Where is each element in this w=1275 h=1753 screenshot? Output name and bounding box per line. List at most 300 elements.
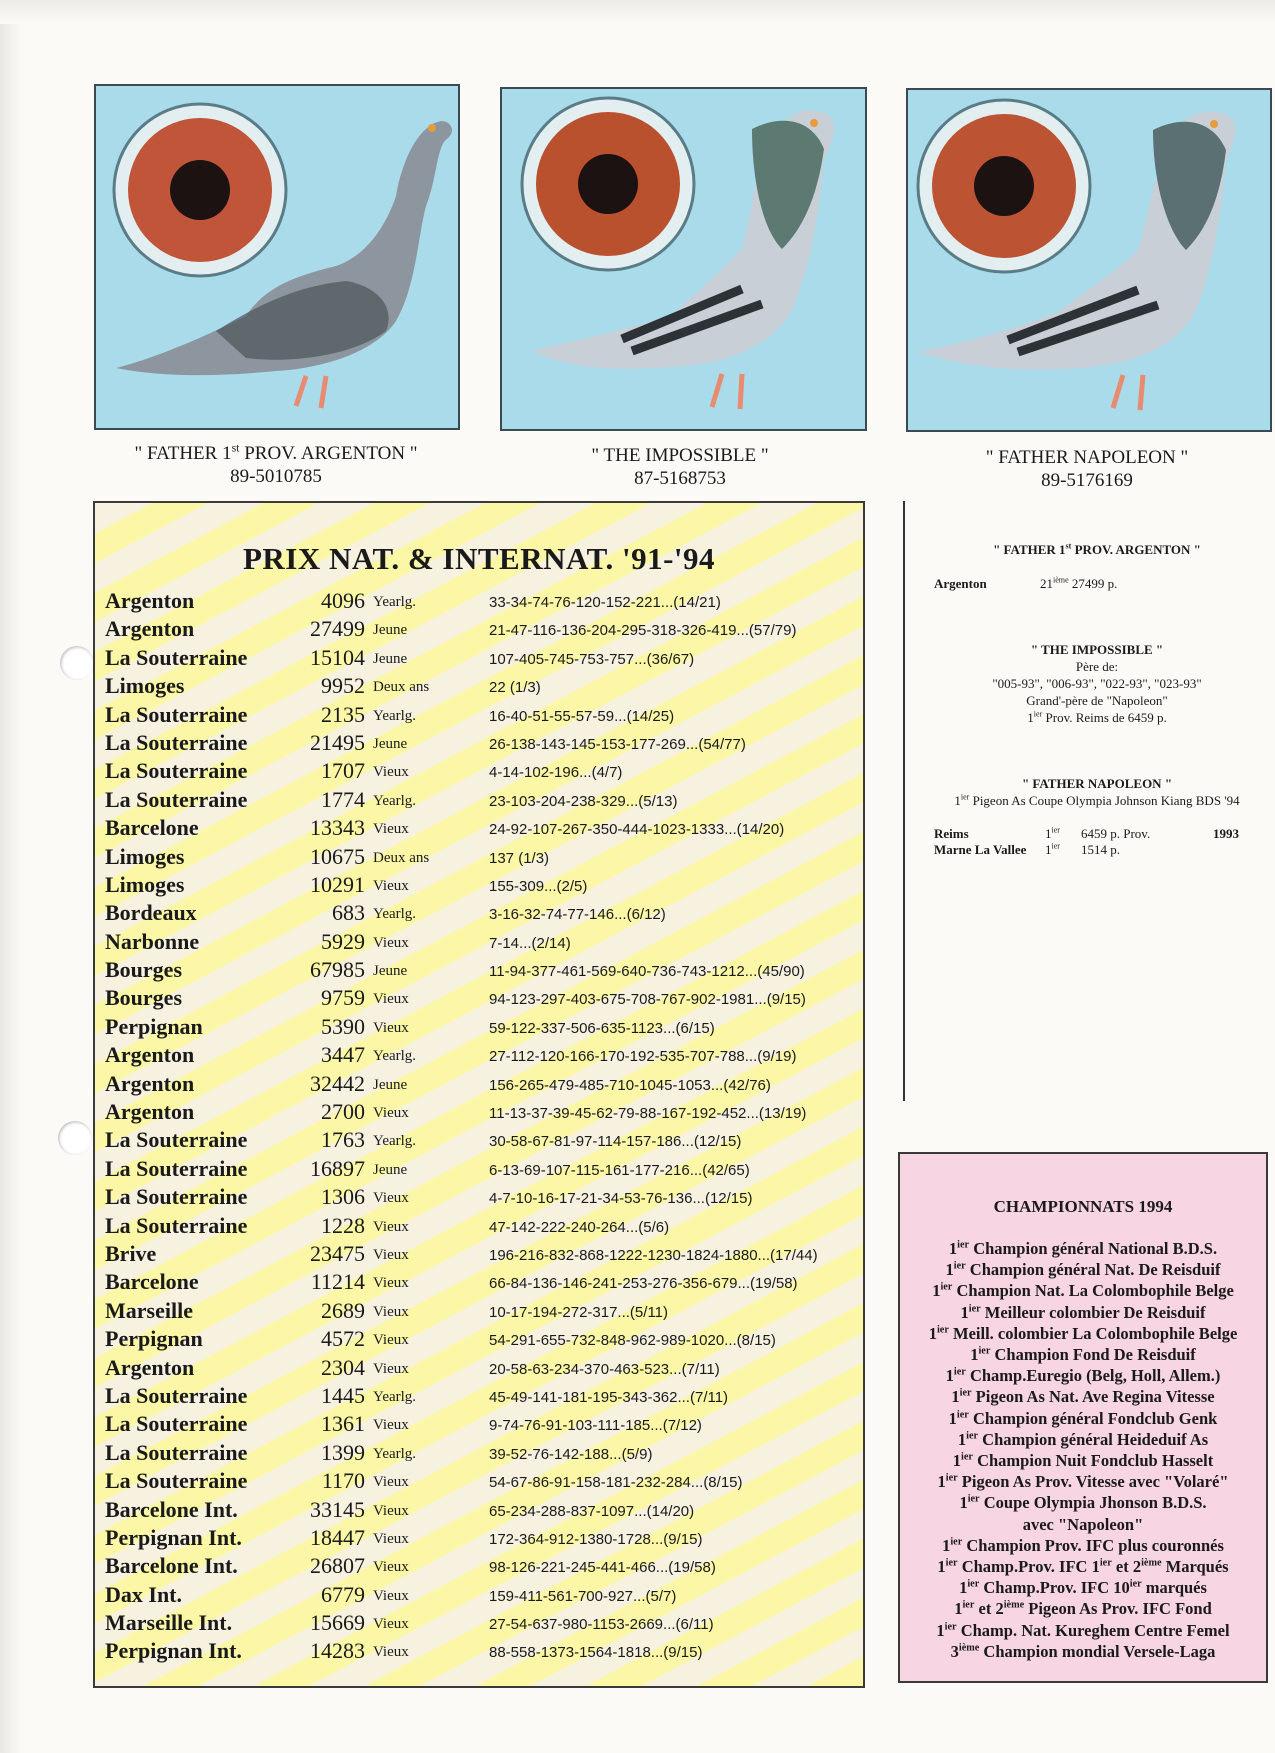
sidebar-impossible-line2: "005-93", "006-93", "022-93", "023-93" <box>992 676 1202 691</box>
sidebar-napoleon-result-year: 1993 <box>1213 826 1239 841</box>
race-place: La Souterraine <box>105 1155 248 1181</box>
race-results: 23-103-204-238-329...(5/13) <box>489 792 678 810</box>
pigeon-count: 2304 <box>321 1354 365 1380</box>
championship-item <box>900 1471 1266 1492</box>
championnats-list <box>900 1238 1266 1662</box>
caption-father-napoleon <box>895 446 1275 492</box>
race-place: Dax Int. <box>105 1581 183 1607</box>
championship-text: Pigeon As Prov. Vitesse avec "Volaré" <box>957 1472 1229 1492</box>
championship-item <box>900 1365 1266 1386</box>
page-edge <box>0 0 22 1753</box>
championship-sup: ier <box>961 1451 973 1463</box>
age-category: Yearlg. <box>373 707 417 724</box>
prix-row <box>95 1638 863 1666</box>
championship-text: Coupe Olympia Jhonson B.D.S. <box>979 1493 1207 1513</box>
race-place: La Souterraine <box>105 1411 248 1437</box>
championship-text: Champion général Nat. De Reisduif <box>965 1260 1221 1280</box>
age-category: Yearlg. <box>373 594 417 610</box>
championship-text: Champion Fond De Reisduif <box>990 1345 1196 1365</box>
championship-item <box>900 1429 1266 1450</box>
race-place: La Souterraine <box>105 1382 248 1408</box>
race-place: Limoges <box>105 871 185 897</box>
championship-item <box>900 1641 1266 1662</box>
rank: 1 <box>1045 826 1052 841</box>
prix-row <box>95 1184 863 1212</box>
championship-item <box>900 1577 1266 1598</box>
photo-father-argenton <box>94 84 460 430</box>
pigeon-count: 27499 <box>310 616 365 642</box>
championship-item <box>900 1598 1266 1619</box>
championship-sup2: ier <box>1129 1578 1142 1590</box>
pigeon-count: 18447 <box>310 1524 365 1550</box>
prix-row <box>95 1099 863 1127</box>
championship-pre: 1 <box>959 1578 968 1598</box>
race-results: 21-47-116-136-204-295-318-326-419...(57/79) <box>489 622 797 640</box>
race-results: 27-112-120-166-170-192-535-707-788...(9/19) <box>489 1048 797 1066</box>
championship-item <box>900 1556 1266 1577</box>
prix-row <box>95 1525 863 1553</box>
subtitle-rest: Pigeon As Coupe Olympia Johnson Kiang BDS '94 <box>969 793 1240 808</box>
championship-sup: ier <box>967 1493 980 1505</box>
photo-the-impossible <box>500 87 867 431</box>
pigeon-image <box>908 90 1270 430</box>
pigeon-count: 2135 <box>321 701 365 727</box>
race-results: 11-94-377-461-569-640-736-743-1212...(45/90) <box>489 963 805 981</box>
race-place: La Souterraine <box>105 786 248 812</box>
age-category: Vieux <box>373 1474 409 1491</box>
prix-row <box>95 872 863 900</box>
sidebar-napoleon-title: " FATHER NAPOLEON " <box>1021 776 1173 791</box>
line-pre: 1 <box>1027 710 1034 725</box>
caption-ring-number: 89-5010785 <box>230 466 322 487</box>
championship-text: Champ.Prov. IFC 1 <box>957 1557 1100 1577</box>
championship-text: Champion mondial Versele-Laga <box>979 1641 1216 1661</box>
championship-pre: 1 <box>952 1451 962 1471</box>
age-category: Vieux <box>373 877 409 894</box>
age-category: Vieux <box>373 1502 409 1519</box>
age-category: Jeune <box>373 735 408 752</box>
prix-row <box>95 1241 863 1269</box>
rank-sup: ier <box>1051 841 1060 851</box>
championship-text: avec "Napoleon" <box>1022 1514 1144 1534</box>
age-category: Jeune <box>373 1076 408 1093</box>
pigeon-count: 5390 <box>321 1013 365 1039</box>
race-results: 172-364-912-1380-1728...(9/15) <box>489 1530 703 1548</box>
count: 27499 p. <box>1071 576 1118 591</box>
championship-item <box>900 1302 1266 1323</box>
race-place: Barcelone Int. <box>105 1553 238 1579</box>
race-results: 3-16-32-74-77-146...(6/12) <box>489 906 666 924</box>
race-results: 94-123-297-403-675-708-767-902-1981...(9/15) <box>489 991 806 1009</box>
pigeon-count: 2689 <box>321 1297 365 1323</box>
prix-row <box>95 929 863 957</box>
championship-sup: ier <box>950 1536 963 1548</box>
sidebar-napoleon-result-place: Marne La Vallee <box>934 842 1027 857</box>
race-results: 26-138-143-145-153-177-269...(54/77) <box>489 735 746 753</box>
pigeon-count: 13343 <box>310 815 365 841</box>
championship-item <box>900 1450 1266 1471</box>
race-place: Marseille <box>105 1297 193 1323</box>
race-results: 159-411-561-700-927...(5/7) <box>489 1587 677 1605</box>
race-results: 66-84-136-146-241-253-276-356-679...(19/58) <box>489 1275 798 1293</box>
prix-row <box>95 588 863 616</box>
championship-pre: 1 <box>960 1302 969 1322</box>
championship-sup: ier <box>944 1621 957 1633</box>
pigeon-count: 1774 <box>321 786 365 812</box>
championship-sup: ier <box>978 1345 991 1357</box>
sidebar-argenton-place: Argenton <box>934 576 987 591</box>
championnats-title: CHAMPIONNATS 1994 <box>993 1197 1173 1216</box>
page-top-edge <box>0 0 1275 24</box>
race-place: Marseille Int. <box>105 1610 233 1636</box>
race-results: 22 (1/3) <box>489 679 541 697</box>
pigeon-count: 6779 <box>321 1581 365 1607</box>
championship-pre: 1 <box>970 1345 979 1365</box>
championship-text: Meilleur colombier De Reisduif <box>980 1302 1206 1322</box>
pigeon-count: 10291 <box>310 871 365 897</box>
pigeon-count: 2700 <box>321 1099 365 1125</box>
age-category: Yearlg. <box>373 1133 417 1150</box>
race-place: Argenton <box>105 616 195 642</box>
age-category: Jeune <box>373 650 408 667</box>
championship-item <box>900 1492 1266 1513</box>
race-place: La Souterraine <box>105 644 248 670</box>
pigeon-count: 1707 <box>321 758 365 784</box>
championship-sup: ier <box>957 1239 970 1251</box>
race-place: Argenton <box>105 1099 195 1125</box>
championship-sup3: ième <box>1141 1557 1162 1569</box>
race-place: La Souterraine <box>105 1439 248 1465</box>
pigeon-count: 5929 <box>321 928 365 954</box>
championship-item <box>900 1535 1266 1556</box>
race-place: Narbonne <box>105 928 200 954</box>
championship-text: Champion général Fondclub Genk <box>968 1408 1218 1428</box>
championship-sup: ier <box>956 1409 969 1421</box>
prix-row <box>95 1156 863 1184</box>
race-results: 45-49-141-181-195-343-362...(7/11) <box>489 1388 729 1406</box>
race-results: 155-309...(2/5) <box>489 877 588 895</box>
punch-hole-bottom <box>58 1121 92 1155</box>
prix-row <box>95 1468 863 1496</box>
pigeon-count: 1170 <box>321 1468 365 1494</box>
race-results: 47-142-222-240-264...(5/6) <box>489 1218 670 1236</box>
prix-row <box>95 957 863 985</box>
age-category: Vieux <box>373 1360 409 1377</box>
caption-ring-number: 87-5168753 <box>634 468 726 489</box>
race-place: Bourges <box>105 985 182 1011</box>
pigeon-count: 9952 <box>321 673 365 699</box>
age-category: Vieux <box>373 1275 409 1292</box>
pigeon-count: 67985 <box>310 957 365 983</box>
race-place: Perpignan Int. <box>105 1524 242 1550</box>
caption-title: " FATHER 1 <box>134 443 232 464</box>
championship-sup: ier <box>953 1366 966 1378</box>
caption-father-argenton <box>84 442 468 488</box>
race-place: La Souterraine <box>105 758 248 784</box>
prix-row <box>95 702 863 730</box>
title-sup: st <box>1065 541 1072 551</box>
championship-pre: 1 <box>937 1472 946 1492</box>
age-category: Vieux <box>373 1559 409 1576</box>
pigeon-count: 32442 <box>310 1070 365 1096</box>
race-place: Perpignan Int. <box>105 1638 242 1664</box>
prix-row <box>95 645 863 673</box>
championship-pre: 1 <box>957 1429 967 1449</box>
championship-sup: ier <box>945 1557 958 1569</box>
championship-pre: 1 <box>928 1323 937 1343</box>
pigeon-count: 9759 <box>321 985 365 1011</box>
prix-row <box>95 673 863 701</box>
age-category: Yearlg. <box>373 1048 417 1065</box>
race-results: 9-74-76-91-103-111-185...(7/12) <box>489 1417 702 1435</box>
championship-item <box>900 1344 1266 1365</box>
race-results: 88-558-1373-1564-1818...(9/15) <box>489 1644 703 1662</box>
race-place: Perpignan <box>105 1013 203 1039</box>
caption-sup: st <box>231 441 240 455</box>
age-category: Vieux <box>373 1587 409 1604</box>
championship-sup: ier <box>968 1303 981 1315</box>
sidebar-father-argenton-title <box>922 542 1272 558</box>
championship-sup: ier <box>940 1281 953 1293</box>
race-place: Argenton <box>105 1354 195 1380</box>
pigeon-count: 16897 <box>310 1155 365 1181</box>
prix-row <box>95 1440 863 1468</box>
championship-item <box>900 1323 1266 1344</box>
age-category: Yearlg. <box>373 792 417 809</box>
championship-sup: ier <box>967 1578 980 1590</box>
sidebar-napoleon-subtitle <box>922 793 1272 809</box>
race-results: 6-13-69-107-115-161-177-216...(42/65) <box>489 1161 750 1179</box>
age-category: Vieux <box>373 1303 409 1320</box>
title-text-rest: PROV. ARGENTON " <box>1071 542 1201 557</box>
race-results: 4-14-102-196...(4/7) <box>489 764 623 782</box>
sidebar-impossible-line1: Père de: <box>1075 659 1119 674</box>
pigeon-image <box>96 86 458 428</box>
pigeon-count: 10675 <box>310 843 365 869</box>
championship-pre: 1 <box>948 1239 958 1258</box>
prix-row <box>95 844 863 872</box>
championship-text: Champ.Euregio (Belg, Holl, Allem.) <box>965 1366 1221 1386</box>
championship-text2: marqués <box>1141 1578 1207 1598</box>
championship-text: Champ. Nat. Kureghem Centre Femel <box>956 1620 1230 1640</box>
age-category: Vieux <box>373 1190 409 1207</box>
race-results: 65-234-288-837-1097...(14/20) <box>489 1502 695 1520</box>
championship-sup2: ième <box>1003 1599 1025 1611</box>
line-rest: Prov. Reims de 6459 p. <box>1042 710 1167 725</box>
prix-row <box>95 815 863 843</box>
caption-title-rest: PROV. ARGENTON " <box>239 443 418 464</box>
championship-text: Champion Nuit Fondclub Hasselt <box>972 1451 1214 1471</box>
prix-row <box>95 900 863 928</box>
championnats-panel <box>898 1152 1268 1683</box>
age-category: Vieux <box>373 991 409 1008</box>
prix-row <box>95 985 863 1013</box>
race-place: Barcelone <box>105 1269 199 1295</box>
race-results: 54-67-86-91-158-181-232-284...(8/15) <box>489 1474 743 1492</box>
prix-row <box>95 1610 863 1638</box>
pigeon-count: 23475 <box>310 1240 365 1266</box>
championship-pre: 1 <box>959 1493 968 1513</box>
prix-row <box>95 730 863 758</box>
race-results: 39-52-76-142-188...(5/9) <box>489 1445 653 1463</box>
race-place: Argenton <box>105 1042 195 1068</box>
race-results: 20-58-63-234-370-463-523...(7/11) <box>489 1360 720 1378</box>
prix-row <box>95 616 863 644</box>
age-category: Yearlg. <box>373 906 417 923</box>
age-category: Jeune <box>373 1161 408 1178</box>
pigeon-count: 1361 <box>321 1411 365 1437</box>
age-category: Yearlg. <box>373 1388 417 1405</box>
pigeon-count: 4572 <box>321 1326 365 1352</box>
championship-sup: ier <box>945 1472 958 1484</box>
championship-sup: ier <box>936 1324 949 1336</box>
race-place: La Souterraine <box>105 1127 248 1153</box>
age-category: Vieux <box>373 1644 409 1661</box>
photo-father-napoleon <box>906 88 1272 432</box>
pigeon-count: 33145 <box>310 1496 365 1522</box>
race-results: 33-34-74-76-120-152-221...(14/21) <box>489 594 721 611</box>
race-place: La Souterraine <box>105 1184 248 1210</box>
caption-title: " THE IMPOSSIBLE " <box>591 445 769 466</box>
race-results: 16-40-51-55-57-59...(14/25) <box>489 707 675 725</box>
championship-text: Meill. colombier La Colombophile Belge <box>948 1323 1238 1343</box>
race-place: Bourges <box>105 957 182 983</box>
age-category: Jeune <box>373 622 408 639</box>
caption-title: " FATHER NAPOLEON " <box>985 447 1189 468</box>
race-place: La Souterraine <box>105 1468 248 1494</box>
race-results: 7-14...(2/14) <box>489 934 571 952</box>
championship-pre: 1 <box>945 1260 954 1280</box>
championship-sup: ier <box>959 1387 972 1399</box>
age-category: Vieux <box>373 1218 409 1235</box>
race-results: 27-54-637-980-1153-2669...(6/11) <box>489 1616 714 1634</box>
race-results: 196-216-832-868-1222-1230-1824-1880...(17/44) <box>489 1246 818 1264</box>
age-category: Vieux <box>373 764 409 781</box>
sidebar-napoleon-result-place: Reims <box>934 826 969 841</box>
race-place: Argenton <box>105 588 195 613</box>
age-category: Vieux <box>373 1019 409 1036</box>
championship-text: Champion Prov. IFC plus couronnés <box>962 1535 1224 1555</box>
prix-row <box>95 758 863 786</box>
race-place: Bordeaux <box>105 900 197 926</box>
championship-text: Champion général Heideduif As <box>978 1429 1209 1449</box>
championship-text: et 2 <box>974 1599 1004 1619</box>
race-place: La Souterraine <box>105 729 248 755</box>
championship-text2: et 2 <box>1111 1557 1142 1577</box>
sidebar-divider <box>903 501 905 1101</box>
pigeon-count: 15669 <box>310 1610 365 1636</box>
championship-item <box>900 1514 1266 1535</box>
race-place: Barcelone Int. <box>105 1496 238 1522</box>
age-category: Vieux <box>373 934 409 951</box>
prix-row <box>95 1355 863 1383</box>
championship-pre: 1 <box>945 1366 954 1386</box>
prix-row <box>95 1582 863 1610</box>
race-place: Argenton <box>105 1070 195 1096</box>
pigeon-count: 21495 <box>310 729 365 755</box>
prix-row <box>95 787 863 815</box>
pigeon-count: 1399 <box>321 1439 365 1465</box>
championship-sup: ier <box>966 1430 979 1442</box>
championship-item <box>900 1386 1266 1407</box>
pigeon-count: 1445 <box>321 1382 365 1408</box>
rank: 1 <box>1045 842 1052 857</box>
championship-text2: Pigeon As Prov. IFC Fond <box>1024 1599 1212 1619</box>
race-results: 156-265-479-485-710-1045-1053...(42/76) <box>489 1076 771 1094</box>
prix-row <box>95 1042 863 1070</box>
pigeon-count: 1228 <box>321 1212 365 1238</box>
championship-text3: Marqués <box>1161 1557 1229 1577</box>
pigeon-count: 14283 <box>310 1638 365 1664</box>
age-category: Yearlg. <box>373 1445 417 1462</box>
rank: 21 <box>1040 576 1053 591</box>
race-place: Limoges <box>105 843 185 869</box>
age-category: Vieux <box>373 1246 409 1263</box>
prix-row <box>95 1553 863 1581</box>
sidebar-napoleon-result-count: 6459 p. Prov. <box>1081 826 1151 841</box>
championship-pre: 1 <box>954 1599 963 1619</box>
championship-item <box>900 1408 1266 1429</box>
pigeon-count: 15104 <box>310 644 365 670</box>
race-results: 11-13-37-39-45-62-79-88-167-192-452...(13/19) <box>489 1105 807 1123</box>
championship-text: Champion Nat. La Colombophile Belge <box>952 1281 1234 1301</box>
championship-pre: 1 <box>948 1408 957 1428</box>
pigeon-count: 11214 <box>310 1269 365 1295</box>
sidebar-argenton-result <box>1040 576 1117 592</box>
prix-row <box>95 1269 863 1297</box>
age-category: Vieux <box>373 821 409 838</box>
pigeon-count: 4096 <box>321 588 365 613</box>
championship-item <box>900 1620 1266 1641</box>
line-sup: ier <box>1033 709 1043 719</box>
race-results: 107-405-745-753-757...(36/67) <box>489 650 695 668</box>
championship-sup: ier <box>962 1599 975 1611</box>
championship-text: Pigeon As Nat. Ave Regina Vitesse <box>971 1387 1215 1407</box>
age-category: Vieux <box>373 1332 409 1349</box>
age-category: Vieux <box>373 1417 409 1434</box>
age-category: Deux ans <box>373 679 430 696</box>
pigeon-count: 3447 <box>321 1042 365 1068</box>
subtitle-sup: ier <box>960 792 970 802</box>
prix-results-panel <box>93 501 865 1688</box>
race-place: La Souterraine <box>105 701 248 727</box>
age-category: Deux ans <box>373 849 430 866</box>
rank-sup: ième <box>1053 575 1069 585</box>
championship-pre: 1 <box>936 1620 945 1640</box>
championship-sup: ier <box>953 1260 966 1272</box>
prix-results-list <box>95 588 863 1667</box>
championship-pre: 1 <box>932 1281 941 1301</box>
punch-hole-top <box>60 646 94 680</box>
race-place: Barcelone <box>105 815 199 841</box>
race-results: 4-7-10-16-17-21-34-53-76-136...(12/15) <box>489 1190 753 1208</box>
race-results: 10-17-194-272-317...(5/11) <box>489 1303 669 1321</box>
championship-sup: ième <box>958 1642 980 1654</box>
title-text: " FATHER 1 <box>993 542 1066 557</box>
caption-ring-number: 89-5176169 <box>1041 470 1133 491</box>
race-place: Limoges <box>105 673 185 699</box>
prix-row <box>95 1298 863 1326</box>
prix-row <box>95 1411 863 1439</box>
race-results: 98-126-221-245-441-466...(19/58) <box>489 1559 716 1577</box>
sidebar-napoleon-result-rank <box>1045 826 1060 842</box>
sidebar-napoleon-result-rank <box>1045 842 1060 858</box>
prix-row <box>95 1497 863 1525</box>
age-category: Vieux <box>373 1616 409 1633</box>
championship-item <box>900 1280 1266 1301</box>
sidebar-impossible-title: " THE IMPOSSIBLE " <box>1030 642 1164 657</box>
race-place: La Souterraine <box>105 1212 248 1238</box>
